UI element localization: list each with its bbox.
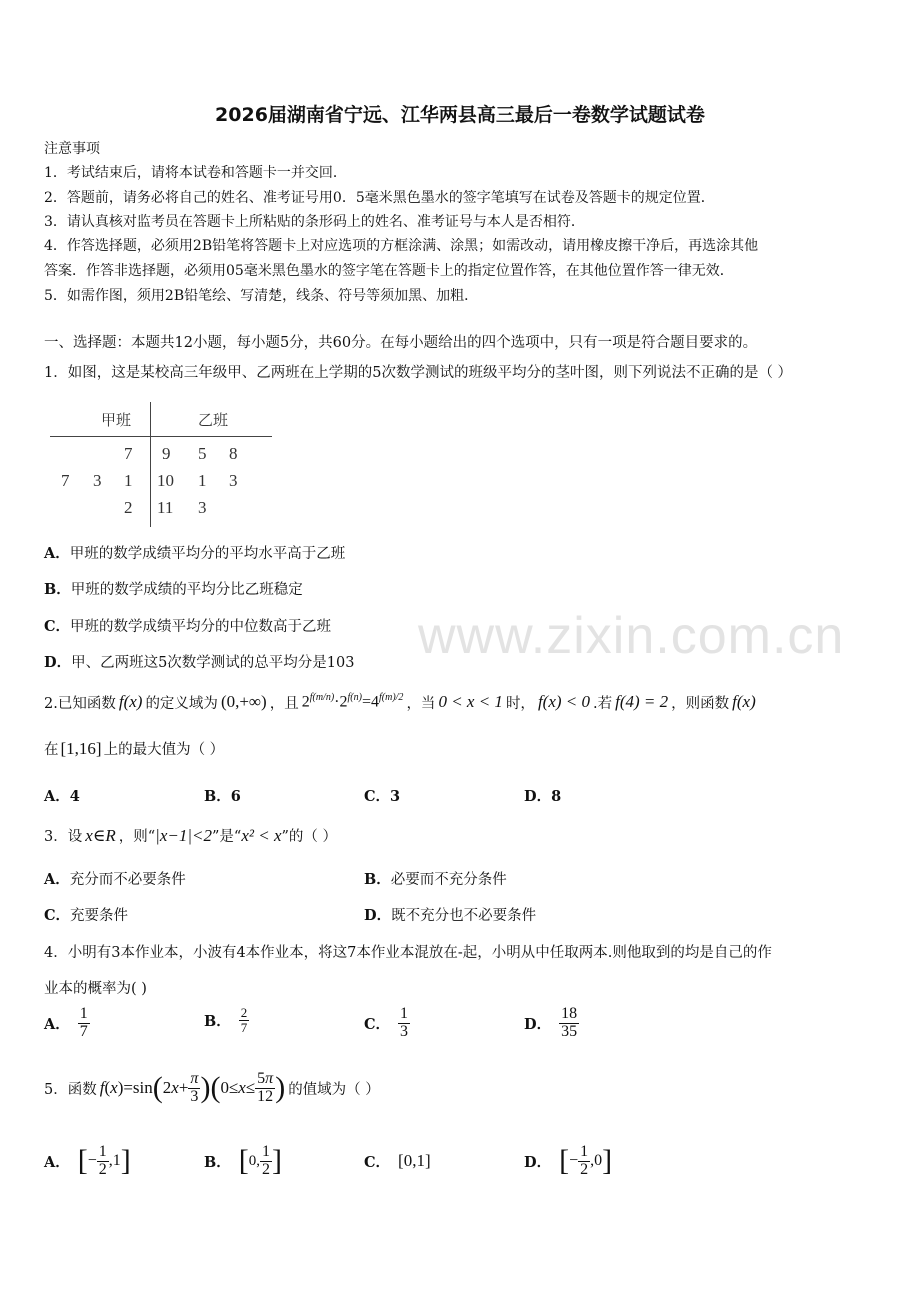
q4-option-b[interactable]	[204, 1006, 249, 1034]
option-text: 4	[69, 788, 80, 805]
left-class-header: 甲班	[101, 411, 132, 429]
q2-interval: [1,16]	[60, 738, 102, 758]
q1-option-c[interactable]	[44, 615, 331, 636]
option-expr: [ − $\frac{1}{2}$ ,1 ]	[77, 1142, 131, 1178]
denominator: 7	[240, 1019, 248, 1035]
option-label: A．	[44, 788, 70, 805]
numerator: 1	[400, 1005, 409, 1022]
option-text: 甲班的数学成绩平均分的平均水平高于乙班	[69, 546, 346, 562]
fraction	[78, 1006, 90, 1041]
q5-text: 5．函数	[44, 1081, 97, 1098]
notice-item-2: 2．答题前，请务必将自己的姓名、准考证号用0．5毫米黑色墨水的签字笔填写在试卷及答题卡的规定位置．	[44, 190, 715, 206]
option-text: 既不充分也不必要条件	[391, 908, 537, 924]
notice-item-5: 5．如需作图，须用2B铅笔绘、写清楚，线条、符号等须加黑、加粗．	[44, 288, 479, 304]
option-expr: [ 0, $\frac{1}{2}$ ]	[238, 1142, 283, 1178]
stem-divider	[150, 402, 151, 527]
option-text: 甲班的数学成绩平均分的中位数高于乙班	[70, 619, 332, 635]
q5-text: 的值域为（ ）	[288, 1081, 380, 1098]
option-text: 3	[390, 788, 401, 805]
q2-option-b[interactable]	[204, 785, 241, 806]
q4-stem-line1: 4．小明有3本作业本，小波有4本作业本，将这7本作业本混放在-起，小明从中任取两本.则他取到的均是自己的作	[44, 945, 772, 961]
q2-text: 上的最大值为（ ）	[103, 742, 225, 758]
option-label: D．	[524, 1015, 552, 1033]
option-text: 充分而不必要条件	[69, 872, 186, 888]
leaf: 3	[229, 471, 238, 490]
q2-option-d[interactable]	[524, 785, 561, 806]
q3-x-in-r: x∈R	[85, 825, 116, 845]
exam-title: 2026届湖南省宁远、江华两县高三最后一卷数学试题试卷	[215, 104, 705, 126]
q4-option-a[interactable]	[44, 1006, 90, 1041]
leaf: 5	[198, 444, 207, 463]
q2-text: ，且	[269, 695, 299, 712]
option-label: A．	[44, 545, 70, 562]
notice-item-4-cont: 答案．作答非选择题，必须用05毫米黑色墨水的签字笔在答题卡上的指定位置作答，在其他位置作答一律无效．	[44, 263, 734, 279]
q4-stem-line2: 业本的概率为( )	[44, 981, 147, 997]
stem-value: 9	[162, 444, 171, 463]
q2-text: .若	[593, 695, 613, 712]
option-text: 甲班的数学成绩的平均分比乙班稳定	[70, 582, 303, 598]
option-text: 必要而不充分条件	[390, 872, 507, 888]
denominator: 7	[79, 1022, 88, 1040]
q2-fx: f(x)	[118, 692, 143, 711]
q2-text: 2.已知函数	[44, 695, 116, 712]
option-label: C．	[364, 788, 391, 805]
q2-text: 时，	[505, 695, 535, 712]
q1-option-b[interactable]	[44, 578, 303, 599]
q2-text: 在	[44, 742, 59, 758]
fraction	[239, 1006, 250, 1034]
option-label: B．	[364, 871, 391, 888]
right-class-header: 乙班	[198, 411, 229, 429]
q3-text: ，则“	[118, 829, 156, 845]
q2-f4: f(4) = 2	[615, 692, 669, 711]
header-divider	[50, 436, 272, 437]
option-label: B．	[44, 581, 71, 598]
leaf: 1	[124, 471, 133, 490]
notice-heading: 注意事项	[44, 141, 100, 157]
leaf: 3	[198, 498, 207, 517]
q2-option-c[interactable]	[364, 785, 400, 806]
q1-stem: 1．如图，这是某校高三年级甲、乙两班在上学期的5次数学测试的班级平均分的茎叶图，则下列说法不正确的是（ ）	[44, 365, 793, 381]
option-label: A．	[44, 1015, 70, 1033]
q3-text: ”是“	[212, 829, 242, 845]
q2-stem-line1	[44, 682, 756, 722]
leaf: 1	[198, 471, 207, 490]
denominator: 3	[400, 1022, 409, 1040]
numerator: 1	[79, 1005, 88, 1022]
q1-option-d[interactable]	[44, 651, 354, 672]
stem-leaf-diagram	[48, 400, 278, 530]
option-label: B．	[204, 1012, 231, 1030]
leaf: 8	[229, 444, 238, 463]
denominator: 35	[561, 1022, 578, 1040]
option-label: D．	[524, 1153, 552, 1171]
q2-domain: (0,+∞)	[220, 692, 267, 711]
option-label: C．	[44, 907, 71, 924]
q5-option-a[interactable]	[44, 1138, 131, 1184]
q3-option-c[interactable]	[44, 904, 128, 925]
q5-option-d[interactable]	[524, 1138, 612, 1184]
option-label: C．	[44, 618, 71, 635]
q5-function: f ( x )=sin ( 2 x + $\frac{\pi}{3}$ ) ( 0≤ x ≤ $\frac{5\pi}{12}$ )	[99, 1069, 286, 1105]
q3-option-d[interactable]	[364, 904, 536, 925]
leaf: 7	[61, 471, 70, 490]
q2-negative: f(x) < 0	[537, 692, 590, 711]
option-label: D．	[44, 654, 72, 671]
q5-option-c[interactable]	[364, 1138, 431, 1184]
option-text: 8	[551, 788, 562, 805]
option-label: D．	[524, 788, 552, 805]
q2-condition: 0 < x < 1	[438, 692, 503, 711]
q4-option-d[interactable]	[524, 1006, 579, 1041]
option-text: 甲、乙两班这5次数学测试的总平均分是103	[71, 655, 355, 671]
q2-stem-line2	[44, 738, 224, 759]
numerator: 2	[240, 1005, 248, 1020]
q1-option-a[interactable]	[44, 542, 345, 563]
option-label: B．	[204, 788, 231, 805]
fraction	[559, 1006, 579, 1041]
stem-value: 10	[157, 471, 174, 490]
q2-functional-equation: $2^{f(m/n)}\cdot 2^{f(n)}=4^{f(m)/2}$	[301, 692, 404, 711]
q3-option-b[interactable]	[364, 868, 507, 889]
q5-option-b[interactable]	[204, 1138, 282, 1184]
option-text: 充要条件	[70, 908, 129, 924]
option-label: C．	[364, 1015, 391, 1033]
stem-value: 11	[157, 498, 174, 517]
q5-stem	[44, 1063, 380, 1113]
q3-condition-1: |x−1|<2	[155, 825, 213, 845]
numerator: 18	[561, 1005, 578, 1022]
q3-option-a[interactable]	[44, 868, 186, 889]
q2-text: ，当	[406, 695, 436, 712]
option-label: D．	[364, 907, 392, 924]
q2-text: 的定义域为	[145, 695, 218, 712]
leaf: 2	[124, 498, 133, 517]
section-heading: 一、选择题：本题共12小题，每小题5分，共60分。在每小题给出的四个选项中，只有一项是符合题目要求的。	[44, 335, 758, 351]
option-expr: [ − $\frac{1}{2}$ ,0 ]	[559, 1142, 613, 1178]
notice-item-1: 1．考试结束后，请将本试卷和答题卡一并交回．	[44, 165, 347, 181]
watermark: www.zixin.com.cn	[418, 607, 845, 665]
q4-option-c[interactable]	[364, 1006, 410, 1041]
q3-text: ”的（ ）	[281, 829, 338, 845]
notice-item-4: 4．作答选择题，必须用2B铅笔将答题卡上对应选项的方框涂满、涂黑；如需改动，请用橡皮擦干净后，再选涂其他	[44, 238, 759, 254]
q3-condition-2: x² < x	[241, 825, 282, 845]
option-label: A．	[44, 871, 70, 888]
q2-fx2: f(x)	[732, 692, 756, 711]
option-label: C．	[364, 1153, 391, 1171]
leaf: 7	[124, 444, 133, 463]
fraction	[398, 1006, 410, 1041]
q3-text: 3．设	[44, 829, 83, 845]
notice-item-3: 3．请认真核对监考员在答题卡上所粘贴的条形码上的姓名、准考证号与本人是否相符．	[44, 214, 585, 230]
option-text: 6	[230, 788, 241, 805]
q3-stem	[44, 825, 337, 846]
option-label: A．	[44, 1153, 70, 1171]
option-expr: [0,1]	[398, 1151, 431, 1170]
q2-option-a[interactable]	[44, 785, 80, 806]
q2-text: ，则函数	[671, 695, 730, 712]
leaf: 3	[93, 471, 102, 490]
option-label: B．	[204, 1153, 231, 1171]
